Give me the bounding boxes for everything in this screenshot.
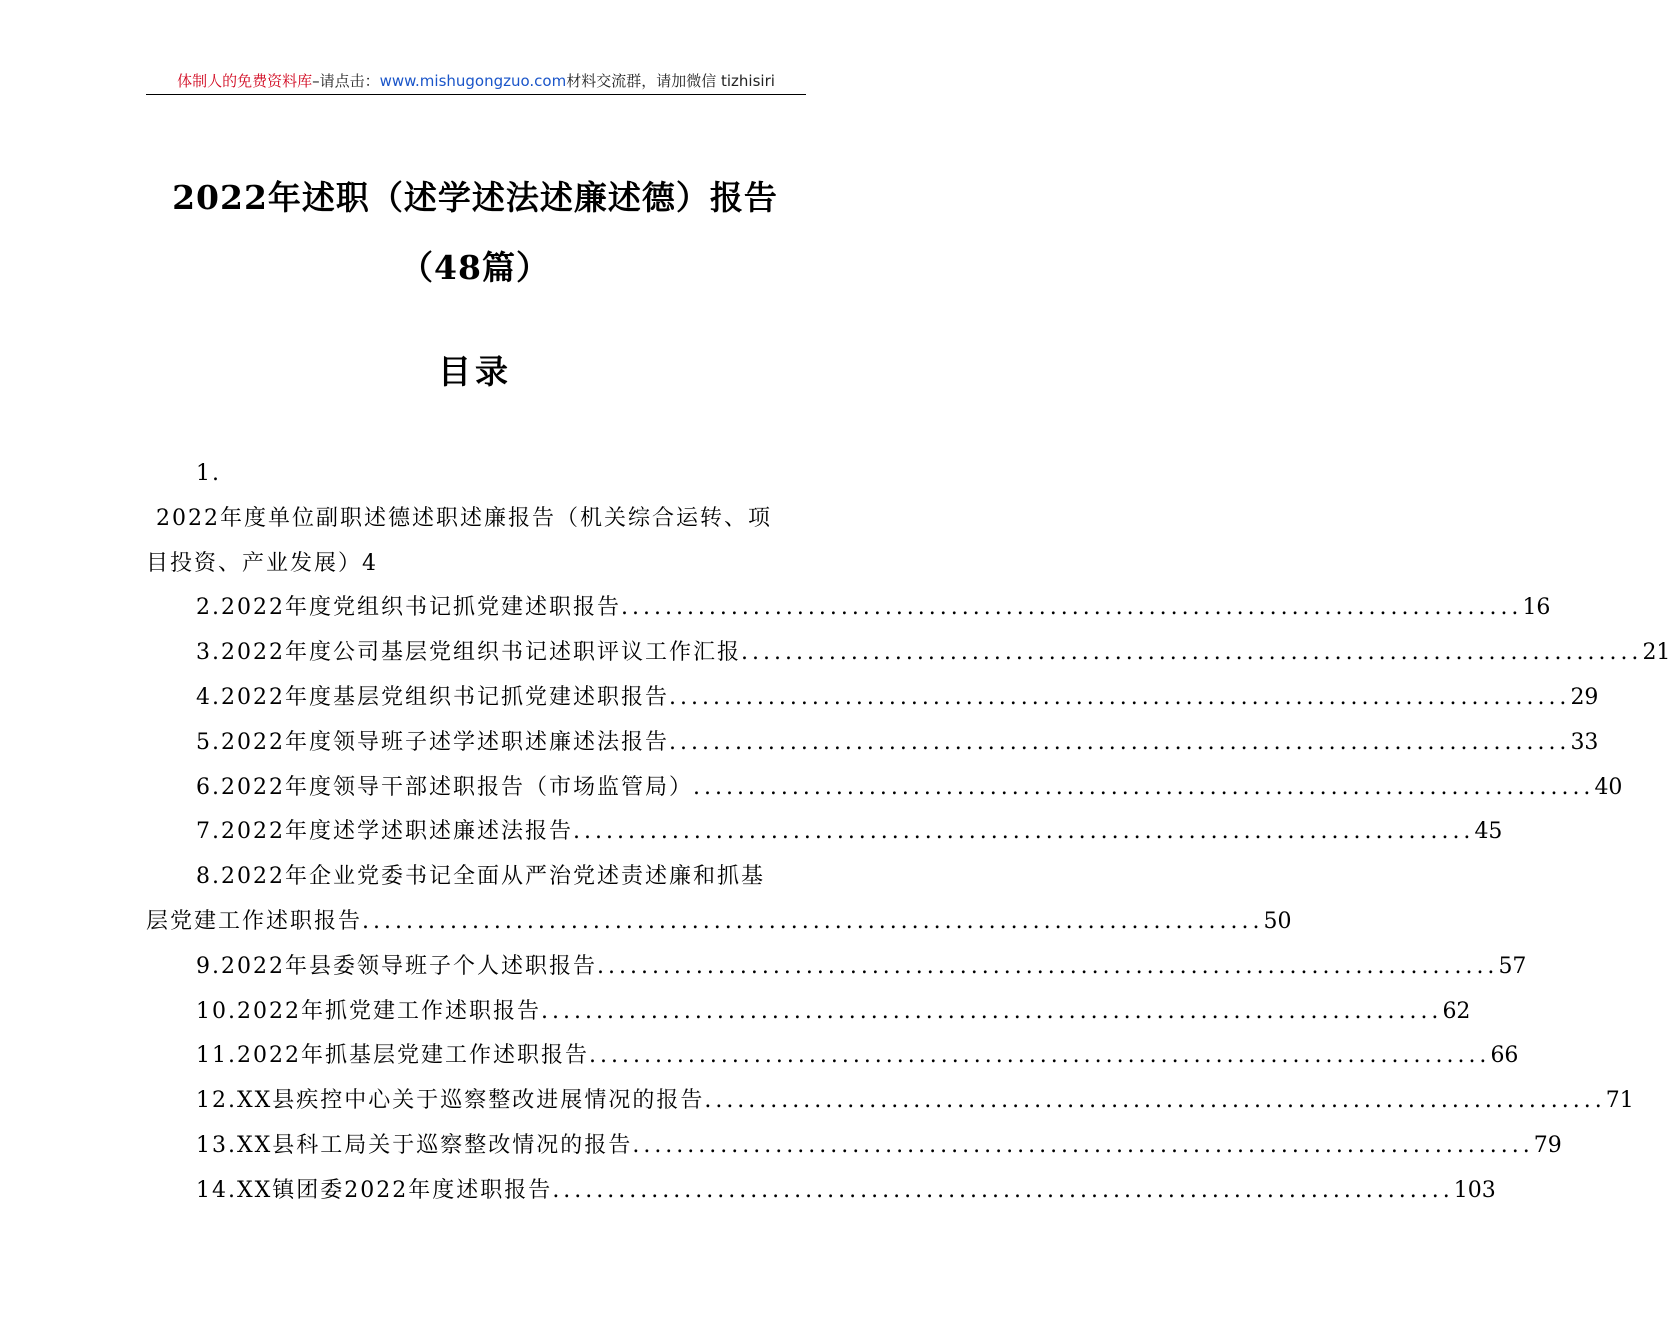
dot-leader: .................................................................................. bbox=[668, 729, 1571, 755]
toc-item-3[interactable] bbox=[146, 631, 1670, 676]
document-title: 2022年述职（述学述法述廉述德）报告 bbox=[172, 178, 778, 217]
toc-item-4[interactable] bbox=[146, 676, 1599, 721]
toc-item-1-line1[interactable]: 2022年度单位副职述德述职述廉报告（机关综合运转、项 bbox=[156, 505, 772, 531]
toc-item-6[interactable] bbox=[146, 766, 1623, 811]
toc-item-14[interactable] bbox=[146, 1169, 1496, 1214]
toc-item-text: 2.2022年度党组织书记抓党建述职报告 bbox=[196, 595, 621, 621]
toc-item-text: 13.XX县科工局关于巡察整改情况的报告 bbox=[196, 1132, 633, 1158]
toc-item-page: 45 bbox=[1474, 819, 1503, 845]
toc-item-text: 5.2022年度领导班子述学述职述廉述法报告 bbox=[196, 729, 669, 755]
toc-item-text: 4.2022年度基层党组织书记抓党建述职报告 bbox=[196, 684, 669, 710]
toc-item-page: 29 bbox=[1570, 684, 1599, 710]
toc-item-page: 79 bbox=[1533, 1132, 1562, 1158]
toc-item-text: 3.2022年度公司基层党组织书记述职评议工作汇报 bbox=[196, 640, 741, 666]
dot-leader: .................................................................................. bbox=[588, 1043, 1491, 1069]
toc-item-page: 71 bbox=[1605, 1088, 1634, 1114]
toc-item-page: 57 bbox=[1498, 953, 1527, 979]
toc-item-1-number[interactable]: 1. bbox=[196, 461, 221, 486]
header-prompt: –请点击： bbox=[312, 72, 380, 90]
toc-item-12[interactable] bbox=[146, 1079, 1634, 1124]
header-site-name: 体制人的免费资料库 bbox=[177, 72, 313, 90]
dot-leader: .................................................................................. bbox=[552, 1177, 1454, 1203]
toc-item-page: 21 bbox=[1642, 640, 1670, 666]
dot-leader: .................................................................................. bbox=[540, 998, 1443, 1024]
toc-item-text: 10.2022年抓党建工作述职报告 bbox=[196, 998, 541, 1024]
toc-item-13[interactable] bbox=[146, 1124, 1562, 1169]
toc-item-2[interactable] bbox=[146, 586, 1551, 631]
toc-item-page: 16 bbox=[1522, 595, 1551, 621]
toc-item-text: 9.2022年县委领导班子个人述职报告 bbox=[196, 953, 597, 979]
toc-item-8-line1[interactable]: 8.2022年企业党委书记全面从严治党述责述廉和抓基 bbox=[196, 864, 765, 890]
table-of-contents bbox=[146, 452, 1670, 1214]
dot-leader: .................................................................................. bbox=[620, 595, 1523, 621]
dot-leader: .................................................................................. bbox=[692, 774, 1595, 800]
dot-leader: .................................................................................. bbox=[362, 908, 1264, 934]
header-group-text: 材料交流群，请加微信 tizhisiri bbox=[566, 72, 775, 90]
toc-heading: 目录 bbox=[438, 352, 512, 391]
toc-item-page: 103 bbox=[1453, 1177, 1496, 1203]
toc-item-text: 14.XX镇团委2022年度述职报告 bbox=[196, 1177, 553, 1203]
toc-item-10[interactable] bbox=[146, 990, 1471, 1035]
toc-item-page: 62 bbox=[1442, 998, 1471, 1024]
toc-item-text: 11.2022年抓基层党建工作述职报告 bbox=[196, 1043, 589, 1069]
header-url-link[interactable]: www.mishugongzuo.com bbox=[379, 72, 567, 90]
dot-leader: .................................................................................. bbox=[632, 1132, 1534, 1158]
toc-item-5[interactable] bbox=[146, 721, 1599, 766]
toc-item-text: 7.2022年度述学述职述廉述法报告 bbox=[196, 819, 573, 845]
toc-item-text: 6.2022年度领导干部述职报告（市场监管局） bbox=[196, 774, 693, 800]
toc-item-7[interactable] bbox=[146, 810, 1503, 855]
toc-item-text: 12.XX县疾控中心关于巡察整改进展情况的报告 bbox=[196, 1088, 705, 1114]
dot-leader: .................................................................................. bbox=[704, 1088, 1606, 1114]
toc-item-page: 66 bbox=[1490, 1043, 1519, 1069]
toc-item-8-line2[interactable]: 层党建工作述职报告 .................................................................................. 50 bbox=[146, 900, 806, 945]
dot-leader: .................................................................................. bbox=[596, 953, 1499, 979]
page-header bbox=[146, 68, 806, 95]
document-subtitle: （48篇） bbox=[400, 248, 550, 287]
toc-item-page: 33 bbox=[1570, 729, 1599, 755]
dot-leader: .................................................................................. bbox=[668, 684, 1571, 710]
toc-item-9[interactable] bbox=[146, 945, 1527, 990]
toc-item-page: 40 bbox=[1594, 774, 1623, 800]
dot-leader: .................................................................................. bbox=[572, 819, 1475, 845]
dot-leader: .................................................................................. bbox=[740, 640, 1643, 666]
toc-item-11[interactable] bbox=[146, 1034, 1519, 1079]
toc-item-1-line2[interactable]: 目投资、产业发展）4 bbox=[146, 550, 378, 576]
